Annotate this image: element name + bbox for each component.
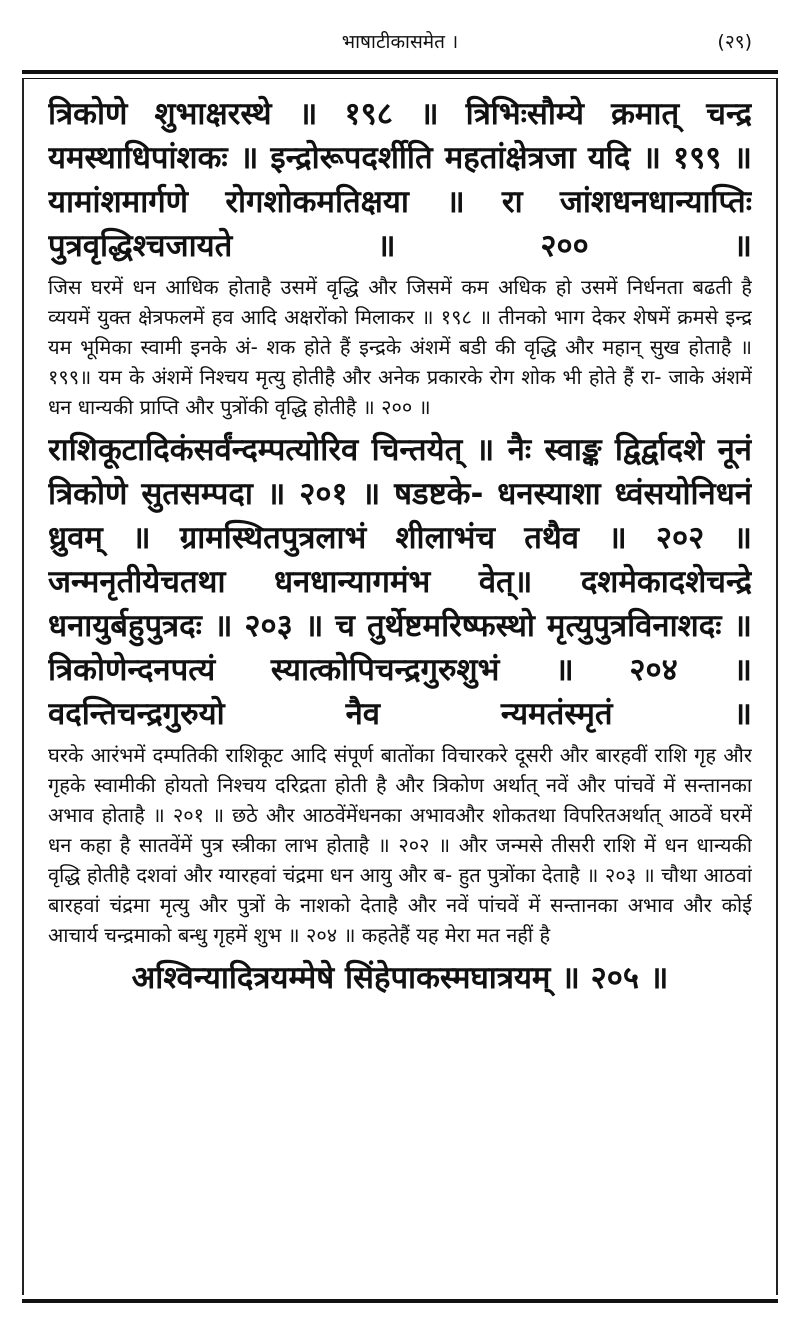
running-title: भाषाटीकासमेत ।	[341, 31, 459, 53]
bottom-rule	[22, 1299, 778, 1303]
right-border-rule	[776, 78, 778, 1295]
top-rule-thin	[22, 78, 778, 79]
commentary-198-200: जिस घरमें धन आधिक होताहै उसमें वृद्धि और जिसमें कम अधिक हो उसमें निर्धनता बढती है व्ययमें युक्त क्षेत्रफलमें हव आदि अक्षरोंको मिलाकर ॥ १९८ ॥ तीनको भाग देकर शेषमें क्रमसे इन्द्र यम भूमिका स्वामी इनके अं- शक होते हैं इन्द्रके अंशमें बडी की वृद्धि और महान् सुख होताहै ॥ १९९॥ यम के अंशमें निश्चय मृत्यु होतीहै और अनेक प्रकारके रोग शोक भी होते हैं रा- जाके अंशमें धन धान्यकी प्राप्ति और पुत्रोंकी वृद्धि होतीहै ॥ २०० ॥	[48, 275, 752, 419]
verse-205: अश्विन्यादित्रयम्मेषे सिंहेपाकस्मघात्रयम् ॥ २०५ ॥	[131, 960, 669, 996]
top-rule	[22, 70, 778, 74]
commentary-201-204: घरके आरंभमें दम्पतिकी राशिकूट आदि संपूर्ण बातोंका विचारकरे दूसरी और बारहवीं राशि गृह और गृहके स्वामीकी होयतो निश्चय दरिद्रता होती है और त्रिकोण अर्थात् नवें और पांचवें में सन्तानका अभाव होताहै ॥ २०१ ॥ छठे और आठवेंमेंधनका अभावऔर शोकतथा विपरितअर्थात् आठवें घरमें धन कहा है सातवेंमें पुत्र स्त्रीका लाभ होताहै ॥ २०२ ॥ और जन्मसे तीसरी राशि में धन धान्यकी वृद्धि होतीहै दशवां और ग्यारहवां चंद्रमा धन आयु और ब- हुत पुत्रोंका देताहै ॥ २०३ ॥ चौथा आठवां बारहवां चंद्रमा मृत्यु और पुत्रों के नाशको देताहै और नवें पांचवें में सन्तानका अभाव और कोई आचार्य चन्द्रमाको बन्धु गृहमें शुभ ॥ २०४ ॥ कहतेहैं यह मेरा मत नहीं है	[48, 743, 752, 947]
running-header	[8, 28, 792, 62]
verse-block-198-200: त्रिकोणे शुभाक्षरस्थे ॥ १९८ ॥ त्रिभिःसौम्ये क्रमात् चन्द्र यमस्थाधिपांशकः ॥ इन्द्रोरूपदर्शीति महतांक्षेत्रजा यदि ॥ १९९ ॥ यामांशमार्गणे रोगशोकमतिक्षया ॥ रा जांशधनधान्याप्तिः पुत्रवृद्धिश्चजायते ॥ २०० ॥	[48, 96, 752, 264]
book-page	[8, 8, 792, 1325]
page-body	[48, 92, 752, 1285]
page-number: (२९)	[717, 31, 752, 53]
verse-block-201-204: राशिकूटादिकंसर्वंन्दम्पत्योरिव चिन्तयेत् ॥ नैः स्वाङ्क द्विर्द्वादशे नूनं त्रिकोणे सुतसम्पदा ॥ २०१ ॥ षडष्टके- धनस्याशा ध्वंसयोनिधनं ध्रुवम् ॥ ग्रामस्थितपुत्रलाभं शीलाभंच तथैव ॥ २०२ ॥ जन्मनृतीयेचतथा धनधान्यागमंभ वेत्॥ दशमेकादशेचन्द्रे धनायुर्बहुपुत्रदः ॥ २०३ ॥ च तुर्थेष्टमरिष्फस्थो मृत्युपुत्रविनाशदः ॥ त्रिकोणेन्दनपत्यं स्यात्कोपिचन्द्रगुरुशुभं ॥ २०४ ॥ वदन्तिचन्द्रगुरुयो नैव न्यमतंस्मृतं ॥	[48, 432, 752, 732]
left-border-rule	[22, 78, 24, 1295]
